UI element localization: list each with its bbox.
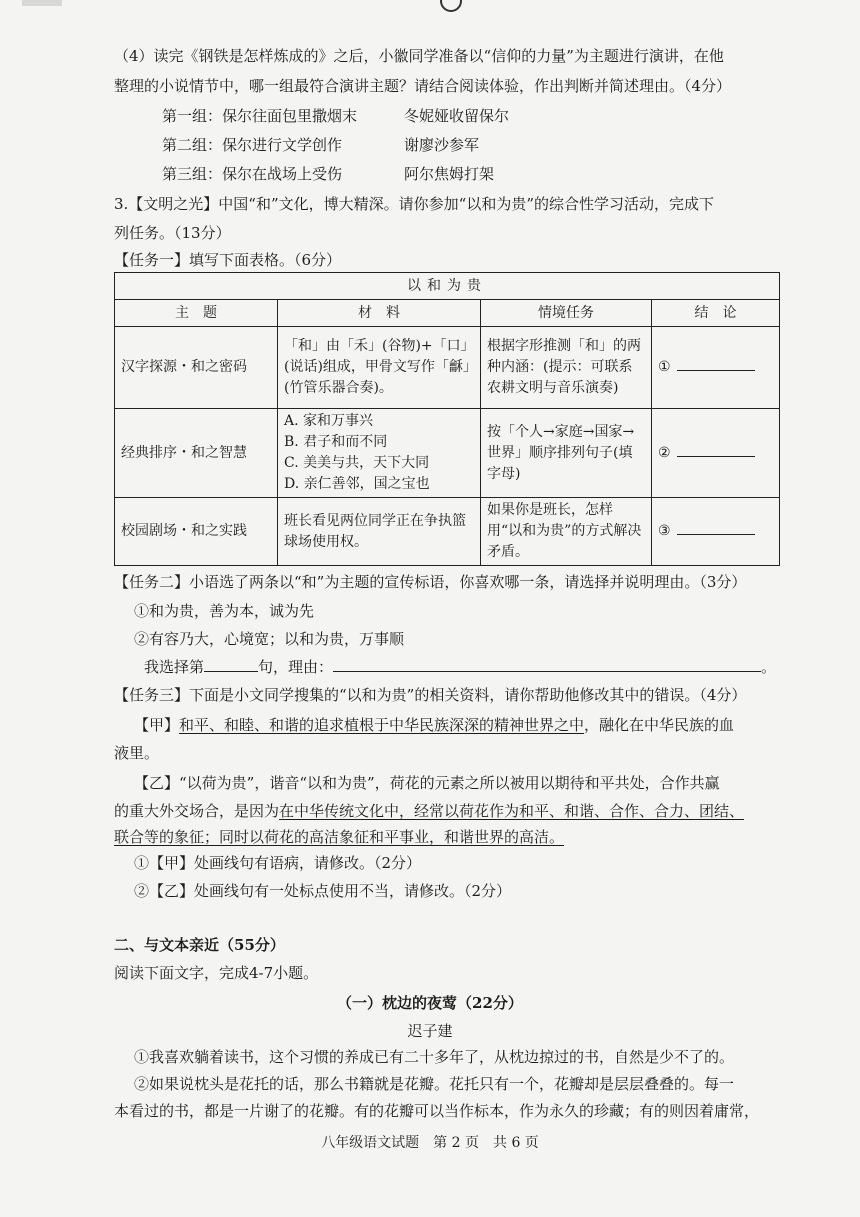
yi-line2-plain: 的重大外交场合，是因为: [114, 802, 280, 820]
task3-yi-line2: [114, 800, 744, 822]
task2-title: 【任务二】小语选了两条以“和”为主题的宣传标语，你喜欢哪一条，请选择并说明理由。（3分）: [114, 573, 747, 591]
task2-opt1: ①和为贵，善为本，诚为先: [134, 602, 315, 620]
task2-choose-line: [144, 656, 776, 678]
choose-end: 。: [761, 658, 777, 676]
table-row: [115, 327, 780, 409]
page-footer: 八年级语文试题 第 2 页 共 6 页: [321, 1135, 539, 1151]
row3-task: 如果你是班长，怎样用“以和为贵”的方式解决矛盾。: [481, 498, 652, 566]
option-c: C. 美美与共，天下大同: [284, 455, 430, 471]
col-task: 情境任务: [481, 300, 652, 327]
section2-instruction: 阅读下面文字，完成4-7小题。: [114, 964, 319, 982]
q4-group2-other: 谢廖沙参军: [404, 136, 480, 154]
q3-line2: 列任务。（13分）: [114, 224, 231, 242]
row1-answer[interactable]: [652, 327, 780, 409]
q4-group1-label: 第一组：保尔往面包里撒烟末: [162, 107, 358, 125]
task3-jia-line1: [134, 714, 734, 736]
task3-yi-line1: 【乙】“以荷为贵”，谐音“以和为贵”，荷花的元素之所以被用以期待和平共处，合作共赢: [134, 774, 720, 792]
choose-reason: 句，理由：: [258, 658, 334, 676]
section2-title: 二、与文本亲近（55分）: [114, 936, 285, 954]
article-p2-line1: ②如果说枕头是花托的话，那么书籍就是花瓣。花托只有一个，花瓣却是层层叠叠的。每一: [134, 1075, 735, 1093]
article-p2-line2: 本看过的书，都是一片谢了的花瓣。有的花瓣可以当作标本，作为永久的珍藏；有的则因着庸常，: [114, 1102, 760, 1120]
article-author: 迟子建: [407, 1022, 453, 1040]
task3-jia-line2: 液里。: [114, 744, 160, 762]
col-conclusion: 结 论: [652, 300, 780, 327]
row2-answer[interactable]: [652, 409, 780, 498]
q4-group3-label: 第三组：保尔在战场上受伤: [162, 165, 343, 183]
q4-group2-label: 第二组：保尔进行文学创作: [162, 136, 343, 154]
task3-yi-line3: 联合等的象征；同时以荷花的高洁象征和平事业，和谐世界的高洁。: [114, 828, 565, 846]
binding-hole-mark: [440, 0, 462, 12]
answer-marker: ①: [658, 359, 671, 375]
row1-topic: 汉字探源・和之密码: [115, 327, 278, 409]
article-title: （一）枕边的夜莺（22分）: [337, 994, 523, 1012]
answer-blank[interactable]: [677, 358, 755, 371]
row2-material: [278, 409, 481, 498]
jia-rest: ，融化在中华民族的血: [584, 716, 735, 734]
option-d: D. 亲仁善邻，国之宝也: [284, 476, 430, 492]
q4-group1-other: 冬妮娅收留保尔: [404, 107, 510, 125]
q3-line1: 3.【文明之光】中国“和”文化，博大精深。请你参加“以和为贵”的综合性学习活动，完成下: [114, 195, 714, 213]
answer-marker: ③: [658, 523, 671, 539]
reason-blank[interactable]: [333, 657, 761, 672]
article-p1: ①我喜欢躺着读书，这个习惯的养成已有二十多年了，从枕边掠过的书，自然是少不了的。: [134, 1048, 735, 1066]
task1-table: [114, 272, 780, 566]
row3-answer[interactable]: [652, 498, 780, 566]
option-b: B. 君子和而不同: [284, 434, 388, 450]
task3-sub1: ①【甲】处画线句有语病，请修改。（2分）: [134, 854, 422, 872]
row2-task: 按「个人→家庭→国家→世界」顺序排列句子(填字母): [481, 409, 652, 498]
row2-topic: 经典排序・和之智慧: [115, 409, 278, 498]
table-row: [115, 498, 780, 566]
answer-blank[interactable]: [677, 522, 755, 535]
option-a: A. 家和万事兴: [284, 413, 374, 429]
q4-line2: 整理的小说情节中，哪一组最符合演讲主题？请结合阅读体验，作出判断并简述理由。（4分）: [114, 77, 732, 95]
task1-title: 【任务一】填写下面表格。（6分）: [114, 251, 342, 269]
task3-title: 【任务三】下面是小文同学搜集的“以和为贵”的相关资料，请你帮助他修改其中的错误。（4分）: [114, 686, 747, 704]
table-row: [115, 409, 780, 498]
answer-blank[interactable]: [677, 444, 755, 457]
row1-material: 「和」由「禾」(谷物)+「口」(说话)组成，甲骨文写作「龢」(竹管乐器合奏)。: [278, 327, 481, 409]
scan-mark: [22, 0, 62, 6]
choose-prefix: 我选择第: [144, 658, 205, 676]
row3-material: 班长看见两位同学正在争执篮球场使用权。: [278, 498, 481, 566]
jia-label: 【甲】: [134, 716, 180, 734]
col-material: 材 料: [278, 300, 481, 327]
answer-marker: ②: [658, 444, 671, 461]
task2-opt2: ②有容乃大，心境宽；以和为贵，万事顺: [134, 630, 405, 648]
jia-underlined: 和平、和睦、和谐的追求植根于中华民族深深的精神世界之中: [179, 716, 585, 734]
q4-line1: （4）读完《钢铁是怎样炼成的》之后，小徽同学准备以“信仰的力量”为主题进行演讲，在他: [114, 47, 724, 65]
row1-task: 根据字形推测「和」的两种内涵：(提示：可联系农耕文明与音乐演奏): [481, 327, 652, 409]
yi-line2-underlined: 在中华传统文化中，经常以荷花作为和平、和谐、合作、合力、团结、: [279, 802, 745, 820]
col-topic: 主 题: [115, 300, 278, 327]
row3-topic: 校园剧场・和之实践: [115, 498, 278, 566]
task3-sub2: ②【乙】处画线句有一处标点使用不当，请修改。（2分）: [134, 882, 512, 900]
q4-group3-other: 阿尔焦姆打架: [404, 165, 495, 183]
choice-blank[interactable]: [204, 657, 258, 672]
table-head: 以和为贵: [115, 273, 780, 300]
